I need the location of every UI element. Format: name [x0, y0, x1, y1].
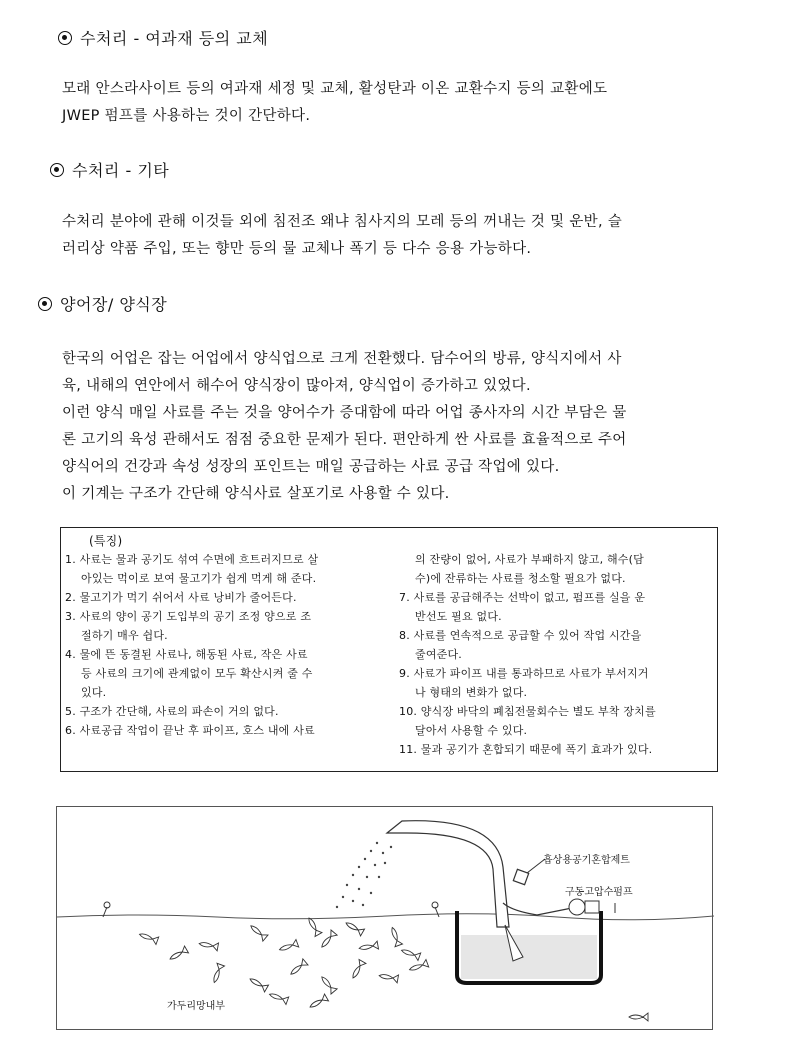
- feed-spray-icon: [336, 842, 392, 908]
- fish-icon: [629, 1013, 648, 1021]
- fish-icon: [400, 947, 421, 961]
- fish-icon: [248, 923, 268, 941]
- paragraph-line: 양식어의 건강과 속성 성장의 포인트는 매일 공급하는 사료 공급 작업에 있다.: [62, 459, 560, 475]
- paragraph-line: 수처리 분야에 관해 이것들 외에 침전조 왜냐 침사지의 모레 등의 꺼내는 것 및 운반, 슬: [62, 214, 623, 230]
- paragraph-line: 론 고기의 육성 관해서도 점점 중요한 문제가 된다. 편안하게 싼 사료를 효율적으로 주어: [62, 432, 627, 448]
- feature-line: 5. 구조가 간단해, 사료의 파손이 거의 없다.: [65, 705, 279, 718]
- section-heading-filter-replacement: [58, 26, 268, 49]
- pump-icon: [569, 899, 615, 915]
- feature-line: 8. 사료를 연속적으로 공급할 수 있어 작업 시간을: [399, 629, 642, 642]
- fish-icon: [408, 959, 429, 973]
- section-heading-water-treatment-other: [50, 158, 169, 181]
- section-paragraph-water-treatment-other: [62, 209, 762, 263]
- feature-line: 있다.: [81, 686, 107, 699]
- feature-line: 반선도 필요 없다.: [415, 610, 502, 623]
- bullet-circle-icon: [50, 163, 64, 177]
- fish-icon: [350, 959, 366, 979]
- fish-icon: [344, 920, 364, 936]
- feature-line: 등 사료의 크기에 관계없이 모두 확산시켜 줄 수: [81, 667, 313, 680]
- bullet-circle-icon: [38, 297, 52, 311]
- features-title: (특징): [89, 534, 123, 548]
- fish-icon: [319, 974, 337, 994]
- fish-icon: [308, 994, 328, 1010]
- paragraph-line: 모래 안스라사이트 등의 여과재 세정 및 교체, 활성탄과 이온 교환수지 등의 교환에도: [62, 81, 608, 97]
- paragraph-line: 이런 양식 매일 사료를 주는 것을 양어수가 증대함에 따라 어업 종사자의 시간 부담은 물: [62, 405, 627, 421]
- paragraph-line: JWEP 펌프를 사용하는 것이 간단하다.: [62, 108, 311, 124]
- features-right-column: [399, 550, 715, 759]
- section-paragraph-fish-farm: [62, 346, 762, 508]
- spray-pipe-icon: [387, 821, 577, 927]
- feature-line: 줄여준다.: [415, 648, 463, 661]
- features-left-column: [65, 550, 377, 740]
- fish-icon: [138, 931, 159, 945]
- feature-line: 4. 물에 뜬 동결된 사료나, 해동된 사료, 작은 사료: [65, 648, 308, 661]
- ejector-label: 흡상용공기혼합제트: [543, 855, 630, 866]
- fish-feeding-illustration: [56, 806, 713, 1030]
- feature-line: 나 형태의 변화가 없다.: [415, 686, 528, 699]
- feature-line: 달아서 사용할 수 있다.: [415, 724, 528, 737]
- fish-icon: [268, 991, 289, 1005]
- fish-icon: [168, 946, 188, 962]
- feature-line: 1. 사료는 물과 공기도 섞여 수면에 흐트러지므로 살: [65, 553, 319, 566]
- feature-line: 6. 사료공급 작업이 끝난 후 파이프, 호스 내에 사료: [65, 724, 315, 737]
- feed-tank-icon: [457, 911, 601, 983]
- section-heading-text: 양어장/ 양식장: [60, 295, 168, 314]
- section-heading-fish-farm: [38, 292, 167, 315]
- paragraph-line: 이 기계는 구조가 간단해 양식사료 살포기로 사용할 수 있다.: [62, 486, 450, 502]
- section-paragraph-filter-replacement: [62, 76, 762, 130]
- fish-icon: [389, 926, 403, 947]
- fish-icon: [378, 972, 398, 983]
- feature-line: 11. 물과 공기가 혼합되기 때문에 폭기 효과가 있다.: [399, 743, 653, 756]
- net-interior-label: 가두리망내부: [167, 1001, 225, 1012]
- feature-line: 수)에 잔류하는 사료를 청소할 필요가 없다.: [415, 572, 626, 585]
- pump-label: 구동고압수펌프: [565, 887, 633, 898]
- fish-icon: [278, 939, 299, 953]
- feature-line: 9. 사료가 파이프 내를 통과하므로 사료가 부서지거: [399, 667, 649, 680]
- features-box: [60, 527, 718, 772]
- feature-line: 의 잔량이 없어, 사료가 부패하지 않고, 해수(담: [415, 553, 644, 566]
- feature-line: 3. 사료의 양이 공기 도입부의 공기 조정 양으로 조: [65, 610, 312, 623]
- section-heading-text: 수처리 - 기타: [72, 161, 170, 180]
- illustration-drawing: [57, 807, 714, 1031]
- bullet-circle-icon: [58, 31, 72, 45]
- fish-icon: [198, 940, 218, 951]
- feature-line: 아있는 먹이로 보여 물고기가 쉽게 먹게 해 준다.: [81, 572, 317, 585]
- feature-line: 10. 양식장 바닥의 폐침전물회수는 별도 부착 장치를: [399, 705, 656, 718]
- fish-icon: [358, 941, 378, 952]
- paragraph-line: 러리상 약품 주입, 또는 향만 등의 물 교체나 폭기 등 다수 응용 가능하다.: [62, 241, 532, 257]
- feature-line: 2. 물고기가 먹기 쉬어서 사료 낭비가 줄어든다.: [65, 591, 297, 604]
- water-surface-line: [57, 914, 714, 920]
- fish-icon: [288, 959, 308, 977]
- fish-icon: [211, 963, 225, 984]
- paragraph-line: 육, 내해의 연안에서 해수어 양식장이 많아져, 양식업이 증가하고 있었다.: [62, 378, 531, 394]
- section-heading-text: 수처리 - 여과재 등의 교체: [80, 29, 269, 48]
- feature-line: 7. 사료를 공급해주는 선박이 없고, 펌프를 실을 운: [399, 591, 646, 604]
- fish-icon: [248, 976, 268, 992]
- paragraph-line: 한국의 어업은 잡는 어업에서 양식업으로 크게 전환했다. 담수어의 방류, 양식지에서 사: [62, 351, 622, 367]
- feature-line: 절하기 매우 쉽다.: [81, 629, 168, 642]
